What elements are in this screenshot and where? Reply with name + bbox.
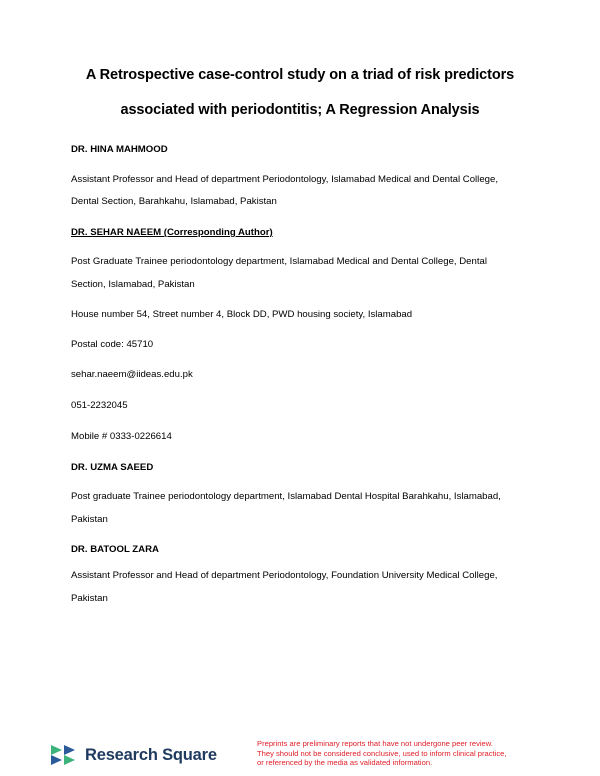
author-4-affiliation-line-1: Assistant Professor and Head of department Periodontology, Foundation University Medical College, (71, 570, 498, 581)
author-4-affiliation-line-2: Pakistan (71, 593, 108, 604)
author-3-affiliation-line-1: Post graduate Trainee periodontology department, Islamabad Dental Hospital Barahkahu, Islamabad, (71, 491, 501, 502)
preprint-notice-line-2: They should not be considered conclusive, used to inform clinical practice, (257, 748, 507, 758)
preprint-notice-line-1: Preprints are preliminary reports that have not undergone peer review. (257, 739, 493, 748)
preprint-notice-line-3: or referenced by the media as validated information. (257, 758, 433, 768)
author-3-affiliation-line-2: Pakistan (71, 514, 108, 525)
author-2-address: House number 54, Street number 4, Block DD, PWD housing society, Islamabad (71, 309, 413, 320)
preprint-notice (257, 739, 557, 768)
author-2-phone: 051-2232045 (71, 400, 128, 411)
paper-title-line-2: associated with periodontitis; A Regression Analysis (120, 102, 480, 118)
author-2-email: sehar.naeem@iideas.edu.pk (71, 369, 193, 380)
author-2-name: DR. SEHAR NAEEM (Corresponding Author) (71, 227, 273, 238)
research-square-logo[interactable] (49, 744, 217, 766)
author-2-mobile: Mobile # 0333-0226614 (71, 431, 172, 442)
author-1-affiliation-line-1: Assistant Professor and Head of department Periodontology, Islamabad Medical and Dental College, (71, 174, 498, 185)
author-1-name: DR. HINA MAHMOOD (71, 144, 168, 155)
paper-title-line-1: A Retrospective case-control study on a triad of risk predictors (85, 67, 515, 83)
author-2-affiliation-line-1: Post Graduate Trainee periodontology department, Islamabad Medical and Dental College, Dental (71, 256, 487, 267)
author-2-affiliation-line-2: Section, Islamabad, Pakistan (71, 279, 195, 290)
author-2-postal-code: Postal code: 45710 (71, 339, 154, 350)
author-3-name: DR. UZMA SAEED (71, 462, 154, 473)
author-1-affiliation-line-2: Dental Section, Barahkahu, Islamabad, Pakistan (71, 196, 277, 207)
author-4-name: DR. BATOOL ZARA (71, 544, 159, 555)
research-square-brand: Research Square (85, 745, 217, 764)
research-square-logo-icon (49, 744, 77, 766)
